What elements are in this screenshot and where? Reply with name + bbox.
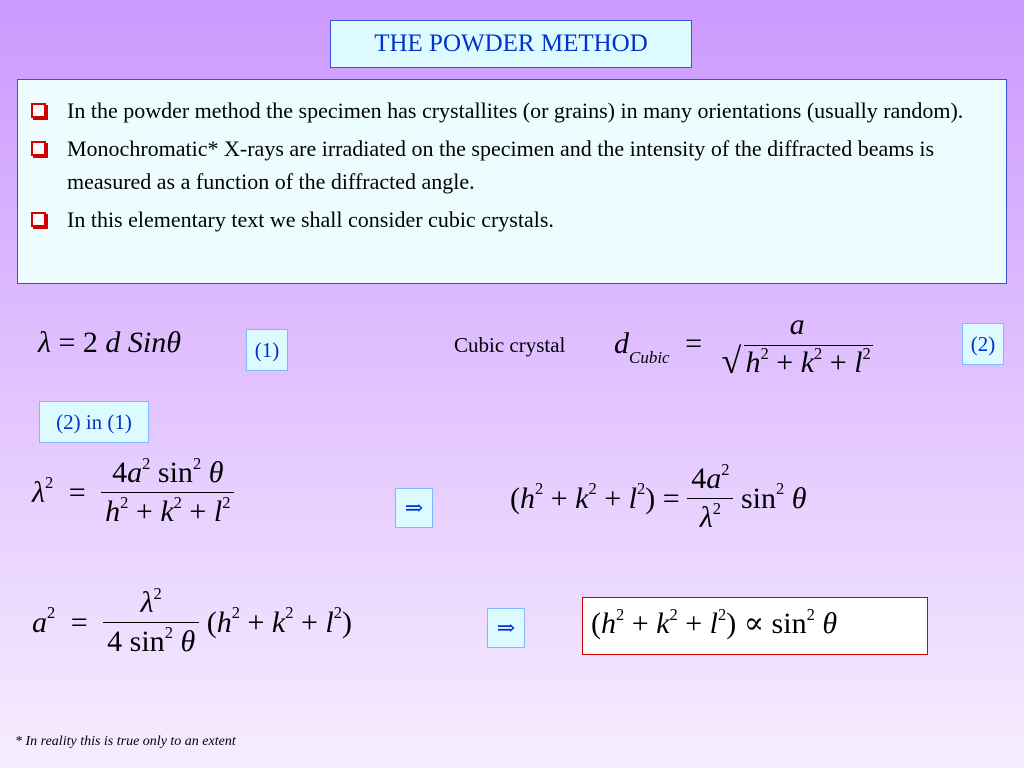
- bullet-text: Monochromatic* X-rays are irradiated on the specimen and the intensity of the diffracted beams is measured as a function of the diffracted angle.: [67, 136, 935, 194]
- bullet-item: [67, 203, 976, 236]
- cubic-crystal-label: Cubic crystal: [454, 333, 566, 357]
- bullet-item: [67, 132, 976, 198]
- checkbox-bullet-icon: [31, 103, 46, 118]
- equation-1-label: (1): [246, 329, 288, 371]
- implies-icon: ⇒: [487, 608, 525, 648]
- cubic-spacing-equation: $d_{Cubic}$ = a √ $h^2 + k^2 + l^2$: [614, 308, 871, 381]
- lambda-squared-equation: $\lambda^2$ = $\frac{4a^2 \sin^2 \theta}{h^2 + k^2 + l^2}$: [32, 456, 234, 529]
- bragg-equation: λ = 2 d Sinθ: [38, 326, 181, 359]
- equation-2-label: (2): [962, 323, 1004, 365]
- bullet-item: [67, 94, 976, 127]
- bullet-text: In this elementary text we shall consider cubic crystals.: [67, 207, 554, 232]
- footnote: * In reality this is true only to an extent: [15, 734, 236, 749]
- implies-icon: ⇒: [395, 488, 433, 528]
- bullet-text: In the powder method the specimen has crystallites (or grains) in many orientations (usually random).: [67, 98, 964, 123]
- checkbox-bullet-icon: [31, 141, 46, 156]
- substitution-label: (2) in (1): [39, 401, 149, 443]
- proportionality-result-box: [582, 597, 928, 655]
- hkl-sum-equation: $(h^2 + k^2 + l^2)$ = $\frac{4a^2}{\lambda^2}$ $\sin^2 \theta$: [510, 459, 807, 534]
- slide-title: THE POWDER METHOD: [330, 20, 692, 68]
- bullet-list: [17, 79, 1007, 284]
- a-squared-equation: $a^2$ = $\frac{\lambda^2}{4 \sin^2 \theta}$ $(h^2 + k^2 + l^2)$: [32, 583, 352, 658]
- checkbox-bullet-icon: [31, 212, 46, 227]
- proportionality-equation: $(h^2 + k^2 + l^2) \propto \sin^2 \theta$: [591, 604, 838, 640]
